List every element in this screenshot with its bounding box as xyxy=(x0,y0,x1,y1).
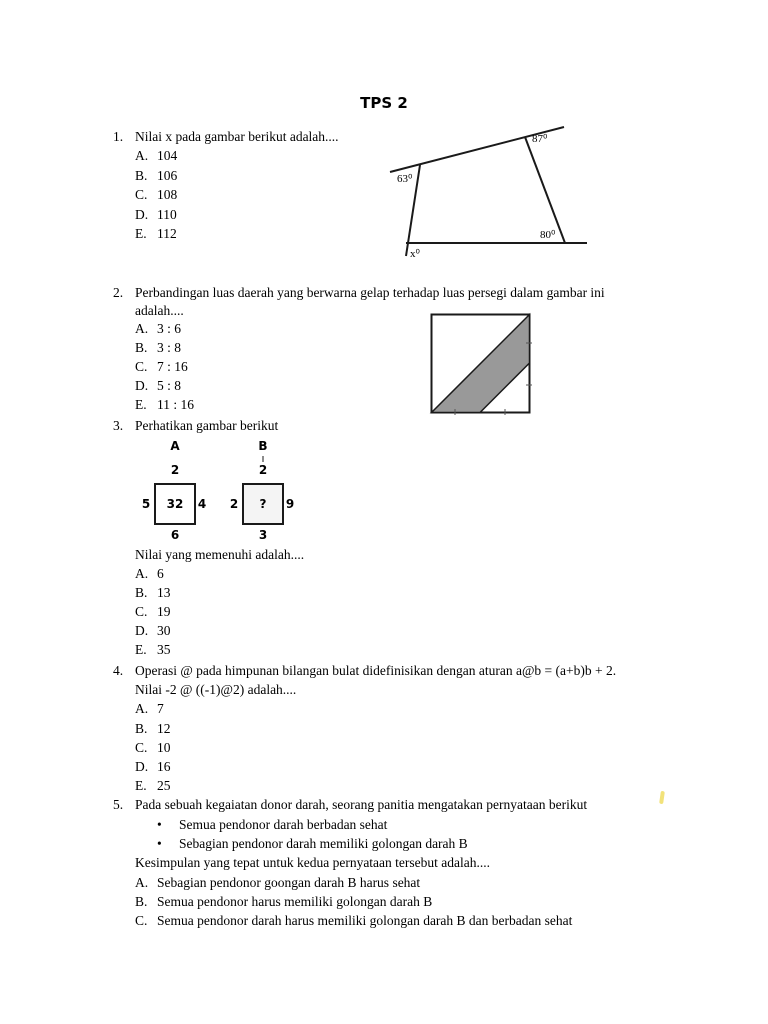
page-title: TPS 2 xyxy=(360,94,408,112)
question-number: 2. xyxy=(113,285,124,300)
question-5 xyxy=(113,795,713,935)
box-a-left: 5 xyxy=(141,497,151,511)
box-b-bottom: 3 xyxy=(258,528,268,542)
question-2 xyxy=(113,283,673,413)
number-box-figure xyxy=(136,436,306,544)
option-a: A. Sebagian pendonor goongan darah B harus sehat xyxy=(135,875,421,890)
question-number: 1. xyxy=(113,129,124,144)
question-prompt: Nilai yang memenuhi adalah.... xyxy=(135,547,305,562)
question-text: Operasi @ pada himpunan bilangan bulat didefinisikan dengan aturan a@b = (a+b)b + 2. xyxy=(135,663,617,678)
option-b: B. Semua pendonor harus memiliki golongan darah B xyxy=(135,894,433,909)
box-b-center: ? xyxy=(259,497,267,511)
shaded-square-figure xyxy=(430,313,532,415)
option-b: B. 13 xyxy=(135,585,171,600)
question-text: Perbandingan luas daerah yang berwarna gelap terhadap luas persegi dalam gambar ini xyxy=(135,285,605,300)
option-e: E. 25 xyxy=(135,778,171,793)
option-d: D. 5 : 8 xyxy=(135,378,182,393)
angle-label-80: 80⁰ xyxy=(540,229,556,241)
question-prompt: Kesimpulan yang tepat untuk kedua pernyataan tersebut adalah.... xyxy=(135,855,491,870)
bullet-item: • Sebagian pendonor darah memiliki golongan darah B xyxy=(157,836,468,851)
box-a-top: 2 xyxy=(170,463,180,477)
option-a: A. 104 xyxy=(135,148,178,163)
option-e: E. 112 xyxy=(135,226,177,241)
option-c: C. 10 xyxy=(135,740,171,755)
angle-label-x: x⁰ xyxy=(410,248,420,260)
option-d: D. 110 xyxy=(135,206,177,222)
option-b: B. 106 xyxy=(135,167,178,183)
option-b: B. 3 : 8 xyxy=(135,340,182,355)
question-text: Nilai x pada gambar berikut adalah.... xyxy=(135,129,339,144)
question-number: 4. xyxy=(113,663,124,678)
question-text-continued: Nilai -2 @ ((-1)@2) adalah.... xyxy=(135,682,297,697)
option-b: B. 12 xyxy=(135,721,171,736)
option-a: A. 3 : 6 xyxy=(135,321,182,336)
box-a-label: A xyxy=(170,439,180,453)
box-a-bottom: 6 xyxy=(170,528,180,542)
question-number: 3. xyxy=(113,418,124,433)
question-4 xyxy=(113,661,693,796)
option-c: C. Semua pendonor darah harus memiliki golongan darah B dan berbadan sehat xyxy=(135,913,573,928)
box-b-right: 9 xyxy=(285,497,295,511)
option-d: D. 16 xyxy=(135,759,171,774)
box-b-left: 2 xyxy=(229,497,239,511)
question-1 xyxy=(113,127,373,247)
angle-figure xyxy=(380,120,595,270)
box-b-top: 2 xyxy=(258,463,268,477)
option-e: E. 35 xyxy=(135,642,171,657)
question-text: Perhatikan gambar berikut xyxy=(135,418,279,433)
question-text-continued: adalah.... xyxy=(135,303,184,318)
option-c: C. 19 xyxy=(135,604,171,619)
option-d: D. 30 xyxy=(135,623,171,638)
box-b-label: B xyxy=(258,439,268,453)
box-a-right: 4 xyxy=(197,497,207,511)
option-c: C. 7 : 16 xyxy=(135,359,188,374)
option-a: A. 7 xyxy=(135,701,164,716)
question-number: 5. xyxy=(113,797,124,812)
question-text: Pada sebuah kegaiatan donor darah, seorang panitia mengatakan pernyataan berikut xyxy=(135,797,588,812)
option-a: A. 6 xyxy=(135,566,164,581)
option-e: E. 11 : 16 xyxy=(135,397,194,412)
option-c: C. 108 xyxy=(135,187,178,202)
angle-label-87: 87⁰ xyxy=(532,133,548,145)
angle-label-63: 63⁰ xyxy=(397,173,413,185)
box-a-center: 32 xyxy=(166,497,184,511)
bullet-item: • Semua pendonor darah berbadan sehat xyxy=(157,816,388,832)
